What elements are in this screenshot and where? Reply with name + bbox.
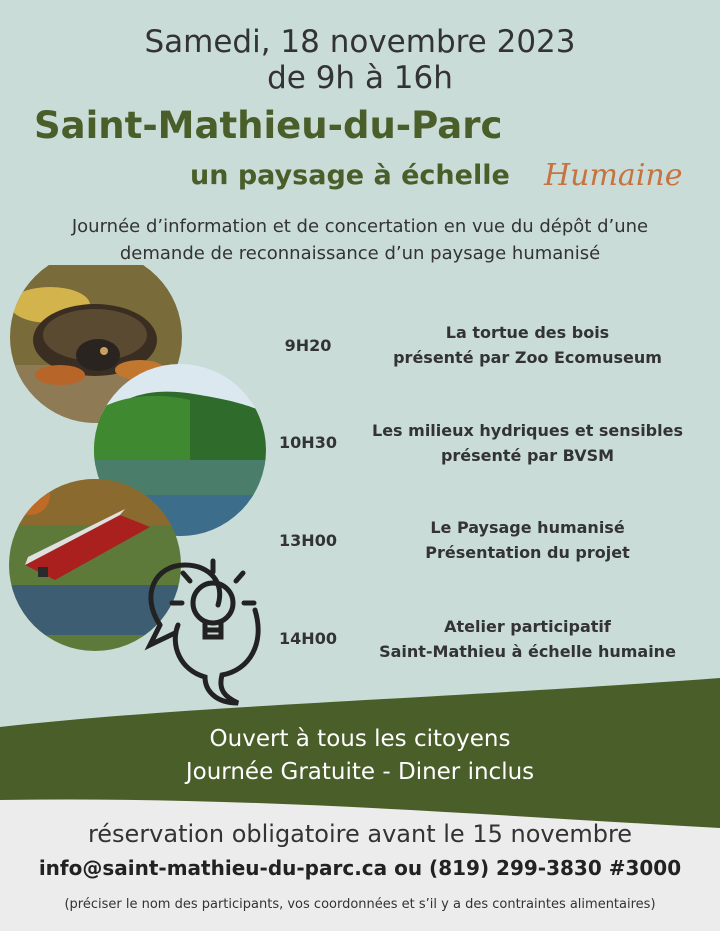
page-title: Saint-Mathieu-du-Parc — [34, 104, 503, 147]
subtitle-accent: Humaine — [544, 158, 683, 193]
schedule-item — [350, 614, 705, 664]
intro-line-2: demande de reconnaissance d’un paysage humanisé — [119, 243, 601, 264]
schedule-title: Les milieux hydriques et sensibles — [372, 421, 683, 440]
footnote: (préciser le nom des participants, vos coordonnées et s’il y a des contraintes alimentaires) — [64, 897, 656, 912]
free-day-text: Journée Gratuite - Diner inclus — [185, 759, 535, 785]
contact-info[interactable]: info@saint-mathieu-du-parc.ca ou (819) 299-3830 #3000 — [38, 856, 682, 880]
schedule-presenter: Présentation du projet — [425, 543, 630, 562]
schedule-time: 9H20 — [284, 336, 332, 355]
schedule-time: 13H00 — [279, 531, 337, 550]
schedule-item — [350, 515, 705, 565]
event-time: de 9h à 16h — [267, 60, 453, 96]
photo-collage — [0, 265, 270, 715]
intro-line-1: Journée d’information et de concertation en vue du dépôt d’une — [71, 216, 649, 237]
schedule-title: Le Paysage humanisé — [430, 518, 625, 537]
schedule-presenter: présenté par BVSM — [440, 446, 615, 465]
subtitle: un paysage à échelle — [190, 160, 510, 191]
schedule-item — [350, 418, 705, 468]
schedule-title: Atelier participatif — [444, 617, 611, 636]
schedule-item — [350, 320, 705, 370]
event-date: Samedi, 18 novembre 2023 — [144, 24, 576, 60]
schedule-presenter: présenté par Zoo Ecomuseum — [393, 348, 662, 367]
reservation-deadline: réservation obligatoire avant le 15 novembre — [87, 820, 633, 848]
schedule-title: La tortue des bois — [445, 323, 610, 342]
open-to-all-text: Ouvert à tous les citoyens — [209, 726, 511, 752]
schedule-presenter: Saint-Mathieu à échelle humaine — [379, 642, 676, 661]
schedule-time: 10H30 — [279, 433, 337, 452]
schedule-time: 14H00 — [279, 629, 337, 648]
